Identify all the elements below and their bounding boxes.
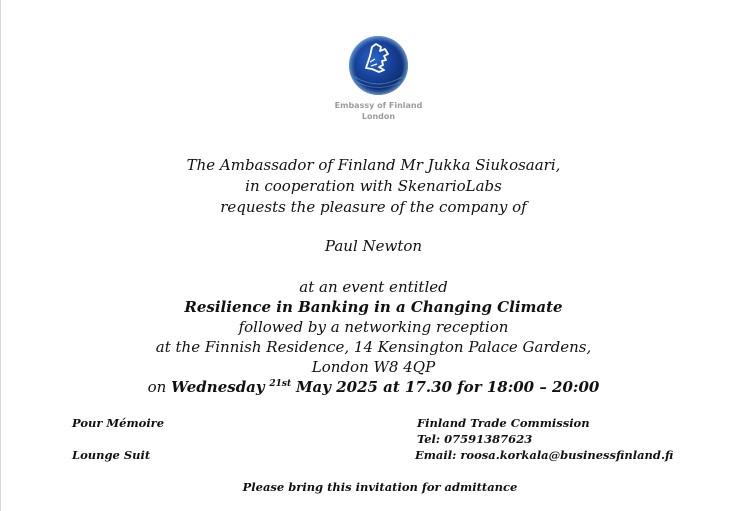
embassy-city: London: [361, 112, 396, 121]
event-date: [0, 378, 747, 396]
embassy-logo-caption: [300, 100, 457, 122]
date-prefix: on: [147, 378, 167, 396]
event-intro: at an event entitled: [299, 278, 448, 296]
trade-commission: Finland Trade Commission: [417, 416, 590, 430]
reception-line: followed by a networking reception: [238, 318, 509, 336]
contact-phone: Tel: 07591387623: [417, 432, 533, 446]
venue-line: at the Finnish Residence, 14 Kensington Palace Gardens,: [155, 338, 592, 356]
guest-name: Paul Newton: [324, 237, 423, 255]
event-title: Resilience in Banking in a Changing Climate: [184, 298, 563, 316]
embassy-name: Embassy of Finland: [334, 101, 423, 110]
request-line: requests the pleasure of the company of: [220, 198, 527, 216]
date-ordinal: 21st: [269, 379, 292, 389]
date-rest: May 2025 at 17.30 for 18:00 – 20:00: [295, 378, 600, 396]
dress-code: Lounge Suit: [72, 448, 151, 462]
memo-label: Pour Mémoire: [72, 416, 165, 430]
host-line: The Ambassador of Finland Mr Jukka Siukosaari,: [186, 156, 561, 174]
cooperation-line: in cooperation with SkenarioLabs: [245, 177, 502, 195]
contact-email[interactable]: Email: roosa.korkala@businessfinland.fi: [415, 448, 674, 462]
date-day: Wednesday: [171, 378, 265, 396]
admittance-note: Please bring this invitation for admittance: [242, 480, 518, 494]
finnish-lion-crest-icon: [348, 35, 409, 96]
page-edge: [0, 0, 1, 511]
postcode-line: London W8 4QP: [311, 358, 436, 376]
